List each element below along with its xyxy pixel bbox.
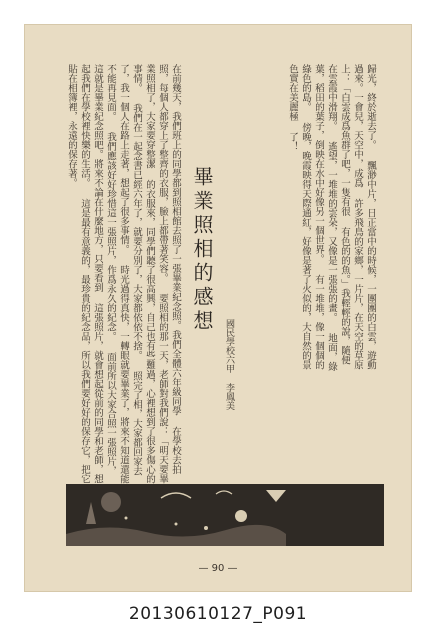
article-title: 畢業照相的感想 xyxy=(190,166,214,334)
banner-illustration xyxy=(66,484,384,546)
article-byline: 國民學校六甲 李鳳美 xyxy=(224,319,234,410)
article-body: 在前幾天，我們班上的同學都到照相館去照了一張畢業紀念照。我們全體六年級同學 在學校去拍照，每個人都穿上了整齊的衣服，臉上都帶著笑容。 要照相的那一天，老師對我們說：「明天要畢業照相了，大家要穿整潔 的衣服來，同學們聽了很高興，自己也有些難過，心裡想到了很多傷心的事情。 我們在一起念書已經六年了，就要分別了，大家都依依不捨。 照完了相，大家都回家去了，我一個人在路上走著，想起了很多事情。 時光過得真快，一轉眼就要畢業了，將來不知道還能不能再見面。 我們應該好好珍惜這一張照片，作爲永久的紀念。 面前所以大家合照一張照片，這就是畢業紀念照吧。將來不論在什麼地方，只要看到 這張照片，就會想起從前的同學和老師，想起我們在學校裡快樂的生活。 這是最有意義的，最珍貴的紀念品，所以我們要好好的保存它，把它 貼在相簿裡，永遠的保存著。 xyxy=(66,64,181,484)
essay-paragraph-top: 歸光，終於逝去了。 飄渺中片，日正當中的時候，一團團的白雲，遊動過來。一會兒，天空中，成爲 許多飛鳥的家鄉，一片片，在天空的草原上：「白雲成爲魚群了吧，一隻有很 有色的的魚。」我輕輕的說，隨便在雲霞中滑翔。 遙望，一堆堆的雲朵，又像是一張張的畫。 地面，綠葉，稻田的葉子，倒映在水中好像另一個世界。 有一堆堆，像一個個的綠色的島。 傍晚，晚霞映得天際通紅，好像是著了火似的，大自然的景色實在美麗極 了！ xyxy=(287,64,376,371)
magazine-page xyxy=(24,24,412,592)
banner-title: 小天地 xyxy=(299,39,384,64)
page-number: — 90 — xyxy=(198,563,238,574)
image-caption: 20130610127_P091 xyxy=(128,604,308,624)
